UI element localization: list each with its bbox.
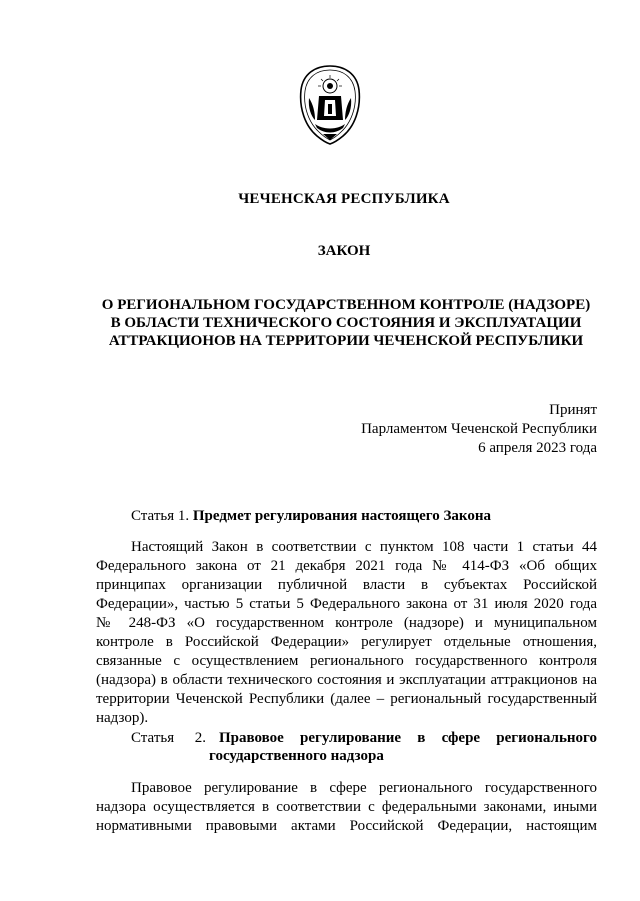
paragraph-line: надзор). xyxy=(96,710,149,726)
article-title-word: регионального xyxy=(496,730,597,746)
region-title: ЧЕЧЕНСКАЯ РЕСПУБЛИКА xyxy=(238,191,450,207)
adoption-date: 6 апреля 2023 года xyxy=(478,440,597,456)
adoption-block xyxy=(361,401,597,458)
adoption-line: Парламентом Чеченской Республики xyxy=(361,421,597,437)
article-1-body xyxy=(96,538,597,728)
paragraph-line: принципах организации публичной власти в субъектах Российской xyxy=(96,577,597,593)
paragraph-line: Правовое регулирование в сфере регионального государственного xyxy=(131,780,597,796)
paragraph-line: нормативными правовыми актами Российской Федерации, настоящим xyxy=(96,818,597,834)
article-title-word: регулирование xyxy=(300,730,402,746)
article-label xyxy=(131,729,206,747)
article-title-word: в xyxy=(417,730,426,746)
article-2-heading xyxy=(131,729,597,765)
paragraph-line: контроле в Российской Федерации» регулирует отдельные отношения, xyxy=(96,634,597,650)
article-label: Статья 1. xyxy=(131,508,190,524)
article-title xyxy=(219,729,597,747)
article-title-continued: государственного надзора xyxy=(209,748,384,764)
law-subject-line: В ОБЛАСТИ ТЕХНИЧЕСКОГО СОСТОЯНИЯ И ЭКСПЛУАТАЦИИ xyxy=(110,315,582,331)
paragraph-line: территории Чеченской Республики (далее – региональный государственный xyxy=(96,691,597,707)
law-subject-line: О РЕГИОНАЛЬНОМ ГОСУДАРСТВЕННОМ КОНТРОЛЕ (НАДЗОРЕ) xyxy=(101,297,591,313)
article-label-word: Статья xyxy=(131,730,175,746)
coat-of-arms-icon xyxy=(297,64,363,146)
article-label-number: 2. xyxy=(194,730,206,746)
document-type-title: ЗАКОН xyxy=(317,243,371,259)
law-subject-line: АТТРАКЦИОНОВ НА ТЕРРИТОРИИ ЧЕЧЕНСКОЙ РЕСПУБЛИКИ xyxy=(108,333,584,349)
paragraph-line: надзора осуществляется в соответствии с федеральными законами, иными xyxy=(96,799,597,815)
article-1-heading xyxy=(131,507,491,525)
paragraph-line: (надзора) в области технического состояния и эксплуатации аттракционов на xyxy=(96,672,597,688)
article-title-word: Правовое xyxy=(219,730,284,746)
paragraph-line: Настоящий Закон в соответствии с пунктом 108 части 1 статьи 44 xyxy=(131,539,597,555)
article-2-body xyxy=(96,779,597,836)
article-title-word: сфере xyxy=(441,730,481,746)
adoption-line: Принят xyxy=(549,402,597,418)
paragraph-line: связанные с осуществлением регионального государственного контроля xyxy=(96,653,597,669)
law-subject-title xyxy=(96,296,596,350)
article-title: Предмет регулирования настоящего Закона xyxy=(192,508,491,524)
paragraph-line: № 248-ФЗ «О государственном контроле (надзоре) и муниципальном xyxy=(96,615,597,631)
paragraph-line: Федерального закона от 21 декабря 2021 года № 414-ФЗ «Об общих xyxy=(96,558,597,574)
paragraph-line: Федерации», частью 5 статьи 5 Федерального закона от 31 июля 2020 года xyxy=(96,596,597,612)
